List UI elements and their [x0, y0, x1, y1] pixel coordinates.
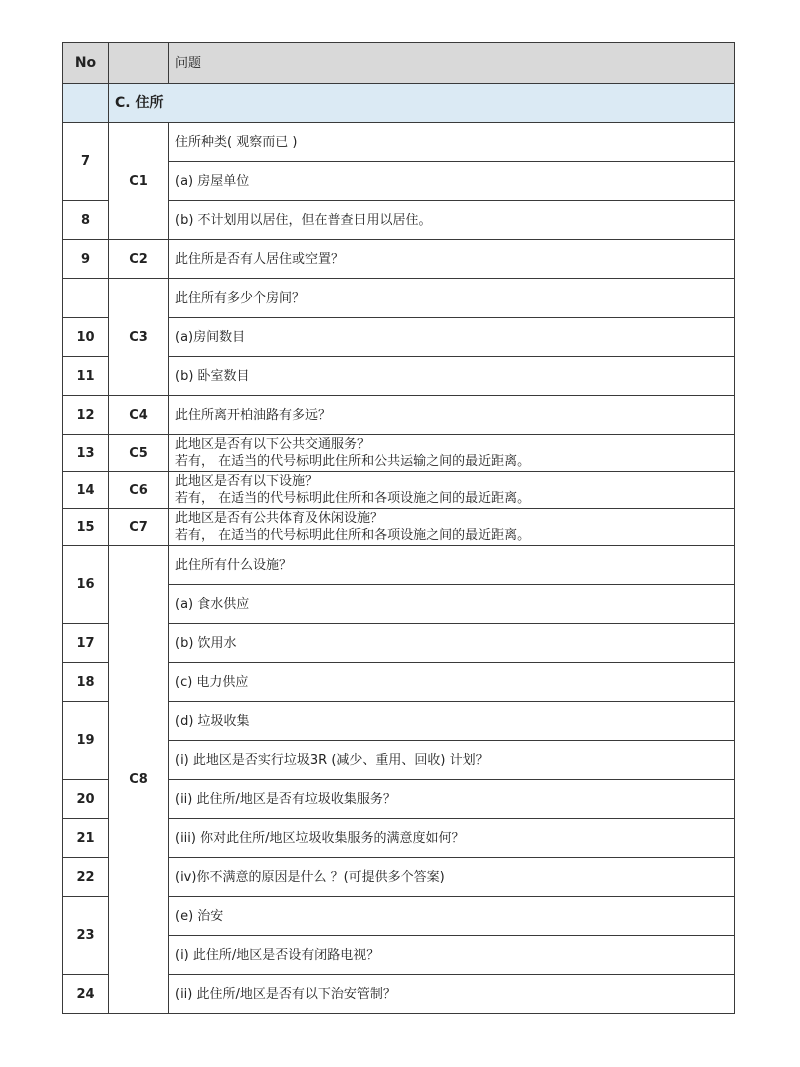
row-no: 23 — [63, 897, 109, 975]
row-no: 16 — [63, 546, 109, 624]
row-code: C1 — [109, 123, 169, 240]
row-question: (i) 此住所/地区是否设有闭路电视？ — [169, 936, 735, 975]
row-question: 此住所有多少个房间？ — [169, 279, 735, 318]
row-question: (b) 饮用水 — [169, 624, 735, 663]
row-question: (e) 治安 — [169, 897, 735, 936]
header-code — [109, 43, 169, 84]
row-no: 20 — [63, 780, 109, 819]
row-question: (ii) 此住所/地区是否有以下治安管制？ — [169, 975, 735, 1014]
row-no: 24 — [63, 975, 109, 1014]
question-line-2: 若有， 在适当的代号标明此住所和各项设施之间的最近距离。 — [175, 528, 531, 543]
question-line-2: 若有， 在适当的代号标明此住所和公共运输之间的最近距离。 — [175, 454, 531, 469]
row-code: C4 — [109, 396, 169, 435]
row-no: 18 — [63, 663, 109, 702]
row-question — [169, 472, 735, 509]
row-question — [169, 435, 735, 472]
row-question: 此住所是否有人居住或空置？ — [169, 240, 735, 279]
row-code: C8 — [109, 546, 169, 1014]
row-no: 7 — [63, 123, 109, 201]
row-question: 住所种类( 观察而已 ) — [169, 123, 735, 162]
row-question: 此住所有什么设施？ — [169, 546, 735, 585]
row-no: 17 — [63, 624, 109, 663]
row-question: (d) 垃圾收集 — [169, 702, 735, 741]
row-no: 8 — [63, 201, 109, 240]
table-header-row — [63, 43, 735, 84]
section-no-cell — [63, 84, 109, 123]
table-row — [63, 546, 735, 585]
row-question: (b) 不计划用以居住，但在普查日用以居住。 — [169, 201, 735, 240]
table-row — [63, 396, 735, 435]
row-question: (iv)你不满意的原因是什么 ？(可提供多个答案) — [169, 858, 735, 897]
row-question: (a)房间数目 — [169, 318, 735, 357]
section-title: C. 住所 — [109, 84, 735, 123]
row-code: C2 — [109, 240, 169, 279]
section-row — [63, 84, 735, 123]
table-row — [63, 240, 735, 279]
row-no: 15 — [63, 509, 109, 546]
row-question: (a) 食水供应 — [169, 585, 735, 624]
row-question: 此住所离开柏油路有多远？ — [169, 396, 735, 435]
row-no: 11 — [63, 357, 109, 396]
row-no: 12 — [63, 396, 109, 435]
row-question: (ii) 此住所/地区是否有垃圾收集服务？ — [169, 780, 735, 819]
row-no: 10 — [63, 318, 109, 357]
table-row — [63, 435, 735, 472]
row-code: C3 — [109, 279, 169, 396]
table-row — [63, 472, 735, 509]
row-no — [63, 279, 109, 318]
row-question: (c) 电力供应 — [169, 663, 735, 702]
header-question: 问题 — [169, 43, 735, 84]
row-question: (b) 卧室数目 — [169, 357, 735, 396]
row-code: C6 — [109, 472, 169, 509]
question-line-1: 此地区是否有以下公共交通服务？ — [175, 437, 371, 452]
row-no: 22 — [63, 858, 109, 897]
row-question: (a) 房屋单位 — [169, 162, 735, 201]
table-row — [63, 123, 735, 162]
question-line-1: 此地区是否有公共体育及休闲设施？ — [175, 511, 384, 526]
row-no: 13 — [63, 435, 109, 472]
question-line-1: 此地区是否有以下设施？ — [175, 474, 319, 489]
row-no: 21 — [63, 819, 109, 858]
row-no: 9 — [63, 240, 109, 279]
table-row — [63, 279, 735, 318]
row-question: (iii) 你对此住所/地区垃圾收集服务的满意度如何？ — [169, 819, 735, 858]
row-no: 14 — [63, 472, 109, 509]
row-code: C7 — [109, 509, 169, 546]
question-line-2: 若有， 在适当的代号标明此住所和各项设施之间的最近距离。 — [175, 491, 531, 506]
header-no: No — [63, 43, 109, 84]
row-no: 19 — [63, 702, 109, 780]
questionnaire-table — [62, 42, 735, 1014]
table-row — [63, 509, 735, 546]
row-question — [169, 509, 735, 546]
row-code: C5 — [109, 435, 169, 472]
row-question: (i) 此地区是否实行垃圾3R (减少、重用、回收) 计划？ — [169, 741, 735, 780]
